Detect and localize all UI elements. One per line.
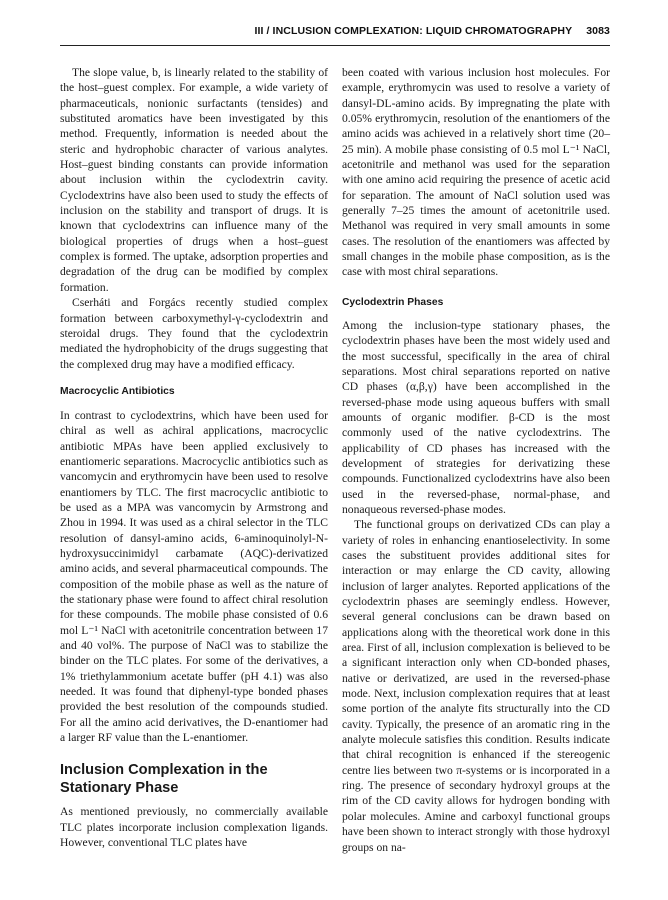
section-heading: Inclusion Complexation in the Stationary Phase bbox=[60, 762, 268, 796]
paragraph: Among the inclusion-type stationary phases, the cyclodextrin phases have been the most widely used and the most successful, specifically in the area of chiral separations. Most chiral separations reported on native CD phases (α,β,γ) have been accomplished in the reversed-phase mode using aqueous buffers with small amounts of organic modifier. β-CD is the most commonly used of the native cyclodextrins. The applicability of CD phases has increased with the development of strategies for derivatizing these compounds. Functionalized cyclodextrins have also been used in the reversed-phase, normal-phase, and nonaqueous reversed-phase modes. bbox=[342, 318, 610, 516]
paragraph: been coated with various inclusion host molecules. For example, erythromycin was used to resolve a variety of dansyl-DL-amino acids. By impregnating the plate with 0.05% erythromycin, resolution of the enantiomers of the amino acids was achieved in a relatively short time (20–25 min). A mobile phase consisting of 0.5 mol L⁻¹ NaCl, acetonitrile and methanol was used for the separation with one amino acid requiring the presence of acetic acid for separation. The amount of NaCl solution used was generally 7–25 times the amount of acetonitrile used. Methanol was required in very small amounts in some cases. The resolution of the enantiomers was affected by small changes in the mobile phase composition, as is the case with most chiral separations. bbox=[342, 66, 610, 279]
left-column bbox=[60, 65, 328, 850]
right-column bbox=[342, 65, 610, 855]
subheading-macrocyclic-antibiotics: Macrocyclic Antibiotics bbox=[60, 385, 175, 397]
paragraph: The functional groups on derivatized CDs can play a variety of roles in enhancing enantioselectivity. In some cases the substituent provides additional sites for interaction or may enlarge the CD cavity, allowing inclusion of larger analytes. Reported applications of the cyclodextrin phases are seemingly endless. However, several general conclusions can be drawn based on applications along with the theoretical work done in this area. First of all, inclusion complexation is believed to be a significant interaction only when CD-bonded phases, native or derivatized, are used in the reversed-phase mode. Next, inclusion complexation requires that at least some portion of the analyte fits structurally into the CD cavity. Typically, the presence of an aromatic ring in the analyte molecule satisfies this condition. Results indicate that chiral recognition is enhanced if the stereogenic centre lies between two π-systems or is incorporated in a ring. The presence of secondary hydroxyl groups at the rim of the CD cavity allows for hydrogen bonding with polar molecules. Amine and carboxyl functional groups have been shown to interact strongly with those hydroxyl groups on na- bbox=[342, 518, 610, 854]
running-title: III / INCLUSION COMPLEXATION: LIQUID CHROMATOGRAPHY bbox=[254, 25, 573, 37]
paragraph: As mentioned previously, no commercially available TLC plates incorporate inclusion complexation ligands. However, conventional TLC plates have bbox=[60, 805, 328, 850]
paragraph: In contrast to cyclodextrins, which have been used for chiral as well as achiral applications, macrocyclic antibiotic MPAs have been applied exclusively to enantiomeric separations. Macrocyclic antibiotics such as vancomycin and erythromycin have been used to resolve enantiomers by TLC. The first macrocyclic antibiotic to be used as a MPA was vancomycin by Armstrong and Zhou in 1994. It was used as a chiral selector in the TLC resolution of dansyl-amino acids, 6-aminoquinolyl-N-hydroxysuccinimidyl carbamate (AQC)-derivatized amino acids, and several pharmaceutical compounds. The composition of the mobile phase as well as the nature of the stationary phase were found to affect chiral resolution for these compounds. The mobile phase consisted of 0.6 mol L⁻¹ NaCl with acetonitrile concentration between 17 and 40 vol%. The purpose of NaCl was to stabilize the binder on the TLC plates. For some of the derivatives, a 1% triethylammonium acetate buffer (pH 4.1) was also needed. It was found that diphenyl-type bonded phases provided the best resolution of the compounds studied. For all the amino acid derivatives, the D-enantiomer had a larger RF value than the L-enantiomer. bbox=[60, 408, 328, 745]
page-number: 3083 bbox=[586, 25, 610, 37]
paragraph: Cserháti and Forgács recently studied complex formation between carboxymethyl-γ-cyclodextrin and steroidal drugs. They found that the cyclodextrin mediated the hydrophobicity of the drugs suggesting that the complexed drug may have a modified efficacy. bbox=[60, 296, 328, 371]
running-head bbox=[60, 25, 610, 37]
header-rule bbox=[60, 45, 610, 46]
paragraph: The slope value, b, is linearly related to the stability of the host–guest complex. For example, a wide variety of pharmaceuticals, nonionic surfactants (tensides) and substituted aromatics have been investigated by this method. Frequently, information is needed about the steric and hydrophobic character of various analytes. Host–guest binding constants can provide information about inclusion within the cyclodextrin cavity. Cyclodextrins have also been used to study the effects of inclusion on the stability and transport of drugs. It is known that cyclodextrins can influence many of the biological properties of drugs when a host–guest complex is formed. The uptake, adsorption properties and degradation of the drug can be modified by complex formation. bbox=[60, 66, 328, 294]
subheading-cyclodextrin-phases: Cyclodextrin Phases bbox=[342, 296, 444, 308]
